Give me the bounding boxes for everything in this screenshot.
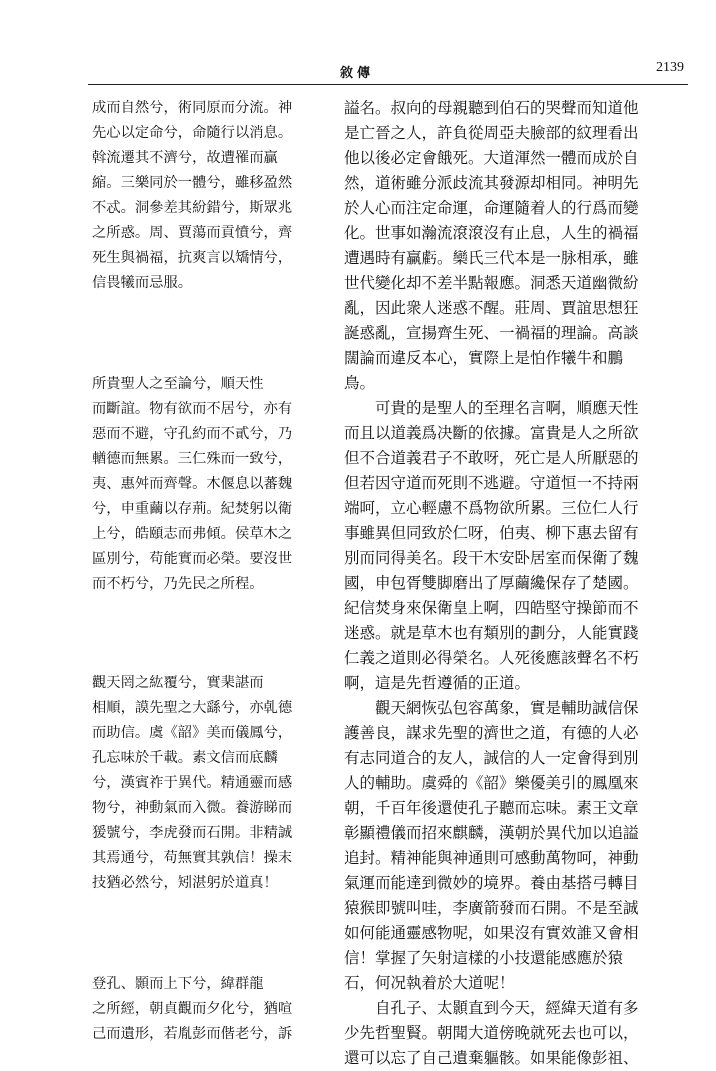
paragraph-gap [92, 597, 312, 671]
original-paragraph: 所貴聖人之至論兮，順天性 而斷誼。物有欲而不居兮，亦有 惡而不避，守孔約而不貳兮，乃 輶德而無累。三仁殊而一致兮， 夷、惠舛而齊聲。木偃息以蕃魏 兮，申重繭以存荊。紀焚躬以衛 上兮，皓頤志而弗傾。侯草木之 區別兮，苟能實而必榮。要沒世 而不朽兮，乃先民之所程。 [92, 376, 293, 592]
page-header [0, 0, 716, 90]
translation-paragraph: 可貴的是聖人的至理名言啊，順應天性 而且以道義爲决斷的依據。富貴是人之所欲 但不合道義君子不敢呀，死亡是人所厭惡的 但若因守道而死則不逃避。守道恒一不持兩 端呵，立心輕慮不爲物欲所累。三位仁人行 事雖異但同致於仁呀，伯夷、柳下惠去留有 別而同得美名。段干木安卧居室而保衛了魏 國，申包胥雙脚磨出了厚繭纔保存了楚國。 紀信焚身來保衛皇上啊，四皓堅守操節而不 迷惑。就是草木也有類別的劃分，人能實踐 仁義之道則必得榮名。人死後應該聲名不朽 啊，這是先哲遵循的正道。 [344, 399, 639, 692]
paragraph-gap [92, 296, 312, 372]
translation-paragraph: 謚名。叔向的母親聽到伯石的哭聲而知道他 是亡晉之人，許負從周亞夫臉部的紋理看出 他以後必定會餓死。大道渾然一體而成於自 然，道術雖分派歧流其發源却相同。神明先 於人心而注定命運，命運隨着人的行爲而變 化。世事如瀚流滾滾沒有止息，人生的禍福 遭遇時有贏虧。欒氏三代本是一脉相承，雖 世代變化却不差半點報應。洞悉天道幽微紛 亂，因此衆人迷惑不醒。莊周、賈誼思想狂 誕惑亂，宣揚齊生死、一禍福的理論。高談 闊論而違反本心，實際上是怕作犧牛和鵬 鳥。 [344, 99, 639, 392]
page-number: 2139 [656, 60, 684, 75]
original-paragraph: 成而自然兮，術同原而分流。神 先心以定命兮，命隨行以消息。 斡流遷其不濟兮，故遭罹而贏 縮。三樂同於一體兮，雖移盈然 不忒。洞參差其紛錯兮，斯眾兆 之所惑。周、賈蕩而貢憤兮，齊 死生與禍福，抗爽言以矯情兮， 信畏犧而忌服。 [92, 100, 293, 291]
left-column-original-text [92, 96, 312, 1047]
translation-paragraph: 自孔子、太顥直到今天，經緯天道有多 少先哲聖賢。朝聞大道傍晚就死去也可以， 還可以忘了自己遺棄軀骸。如果能像彭祖、 [344, 999, 639, 1067]
paragraph-gap [92, 896, 312, 972]
running-title: 敘傳 [340, 66, 375, 81]
original-paragraph: 觀天罔之紘覆兮，實棐諶而 相順，謨先聖之大繇兮，亦𠃵德 而助信。虞《韶》美而儀鳳兮， 孔忘味於千載。素文信而底麟 兮，漢賓祚于異代。精通靈而感 物兮，神動氣而入微。養游睇而 猨號兮，李虎發而石開。非精誠 其焉通兮，苟無實其孰信！操末 技猶必然兮，矧湛躬於道真！ [92, 675, 293, 891]
header-rule [88, 84, 688, 85]
original-paragraph: 登孔、顥而上下兮，緯群龍 之所經，朝貞觀而夕化兮，猶喧 己而遺形，若胤彭而偕老兮，訴 [92, 976, 293, 1042]
right-column-translation [344, 96, 694, 1071]
translation-paragraph: 觀天網恢弘包容萬象，實是輔助誠信保 護善良，謀求先聖的濟世之道，有德的人必 有志同道合的友人，誠信的人一定會得到別 人的輔助。虞舜的《韶》樂優美引的鳳凰來 朝，千百年後還使孔子聽而忘味。素王文章 彰顯禮儀而招來麒麟，漢朝於異代加以追謚 追封。精神能與神通則可感動萬物呵，神動 氣運而能達到微妙的境界。養由基搭弓轉目 猿猴即號叫哇，李廣箭發而石開。不是至誠 如何能通靈感物呢，如果沒有實效誰又會相 信！掌握了矢射這樣的小技還能感應於猿 石，何况執着於大道呢！ [344, 699, 639, 992]
